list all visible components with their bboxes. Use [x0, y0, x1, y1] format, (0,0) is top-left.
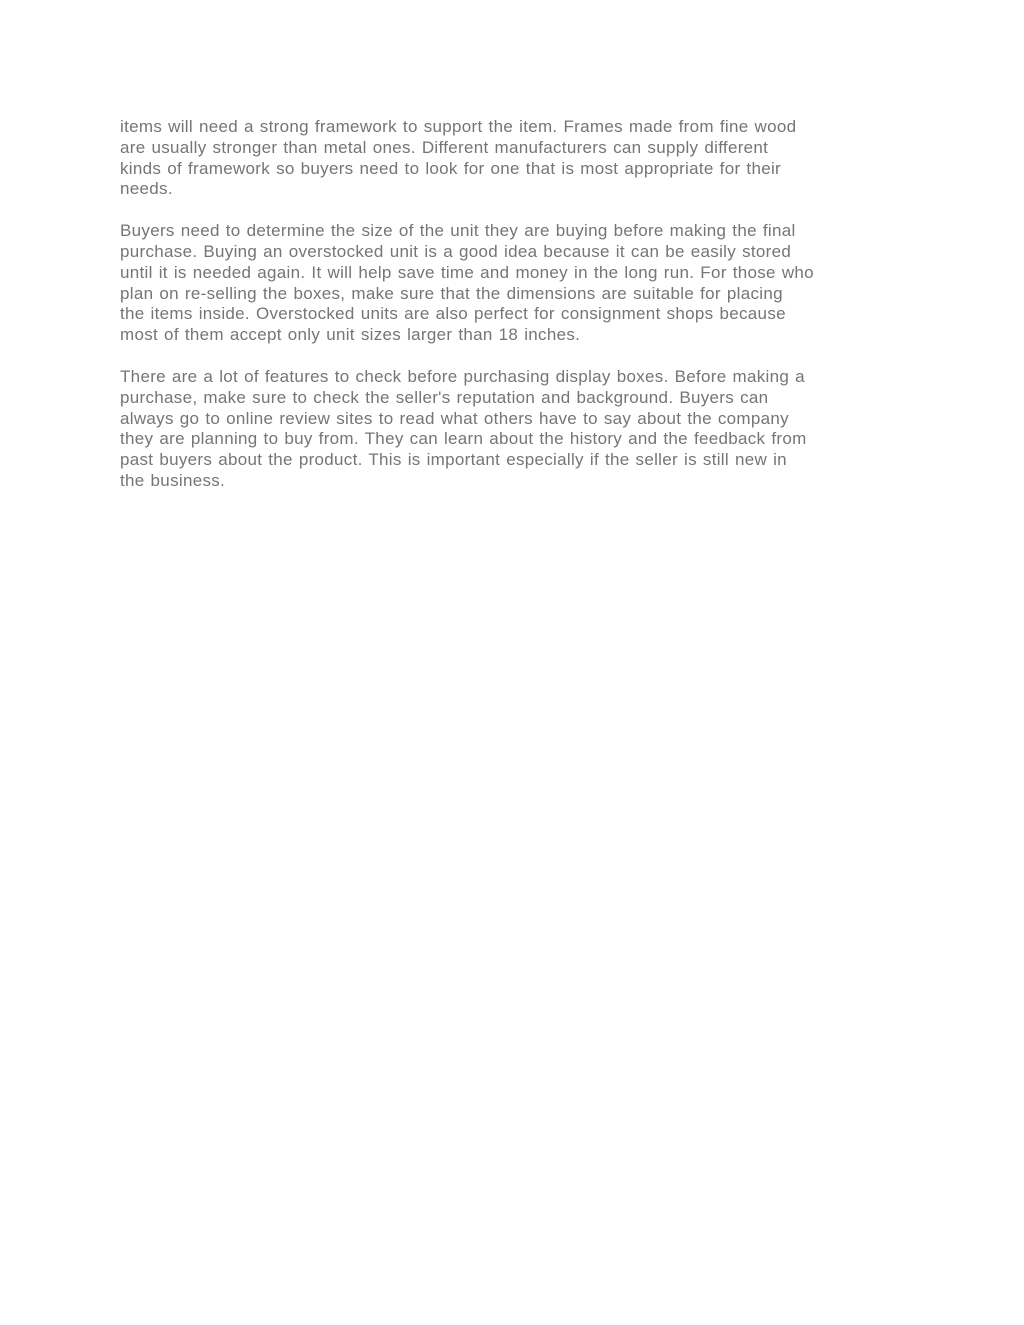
text-line: items will need a strong framework to support the item. Frames made from fine wood: [120, 117, 797, 136]
text-line: most of them accept only unit sizes larger than 18 inches.: [120, 325, 581, 345]
text-line: the items inside. Overstocked units are also perfect for consignment shops because: [120, 304, 786, 324]
paragraph-1: [120, 117, 910, 200]
text-line: purchase. Buying an overstocked unit is a good idea because it can be easily stored: [120, 241, 792, 261]
paragraph-2: [120, 221, 910, 346]
text-line: are usually stronger than metal ones. Different manufacturers can supply different: [120, 137, 769, 157]
text-line: needs.: [120, 179, 173, 199]
text-content: [120, 117, 910, 513]
text-line: the business.: [120, 470, 226, 490]
text-line: always go to online review sites to read what others have to say about the company: [120, 408, 789, 428]
text-line: There are a lot of features to check before purchasing display boxes. Before making a: [120, 366, 805, 386]
text-line: plan on re-selling the boxes, make sure that the dimensions are suitable for placing: [120, 283, 783, 303]
text-line: purchase, make sure to check the seller's reputation and background. Buyers can: [120, 387, 769, 407]
text-line: they are planning to buy from. They can learn about the history and the feedback from: [120, 429, 807, 449]
paragraph-3: [120, 367, 910, 492]
text-line: past buyers about the product. This is important especially if the seller is still new in: [120, 450, 787, 470]
text-line: kinds of framework so buyers need to look for one that is most appropriate for their: [120, 158, 782, 178]
text-line: until it is needed again. It will help save time and money in the long run. For those who: [120, 262, 814, 282]
text-line: Buyers need to determine the size of the unit they are buying before making the final: [120, 221, 796, 241]
